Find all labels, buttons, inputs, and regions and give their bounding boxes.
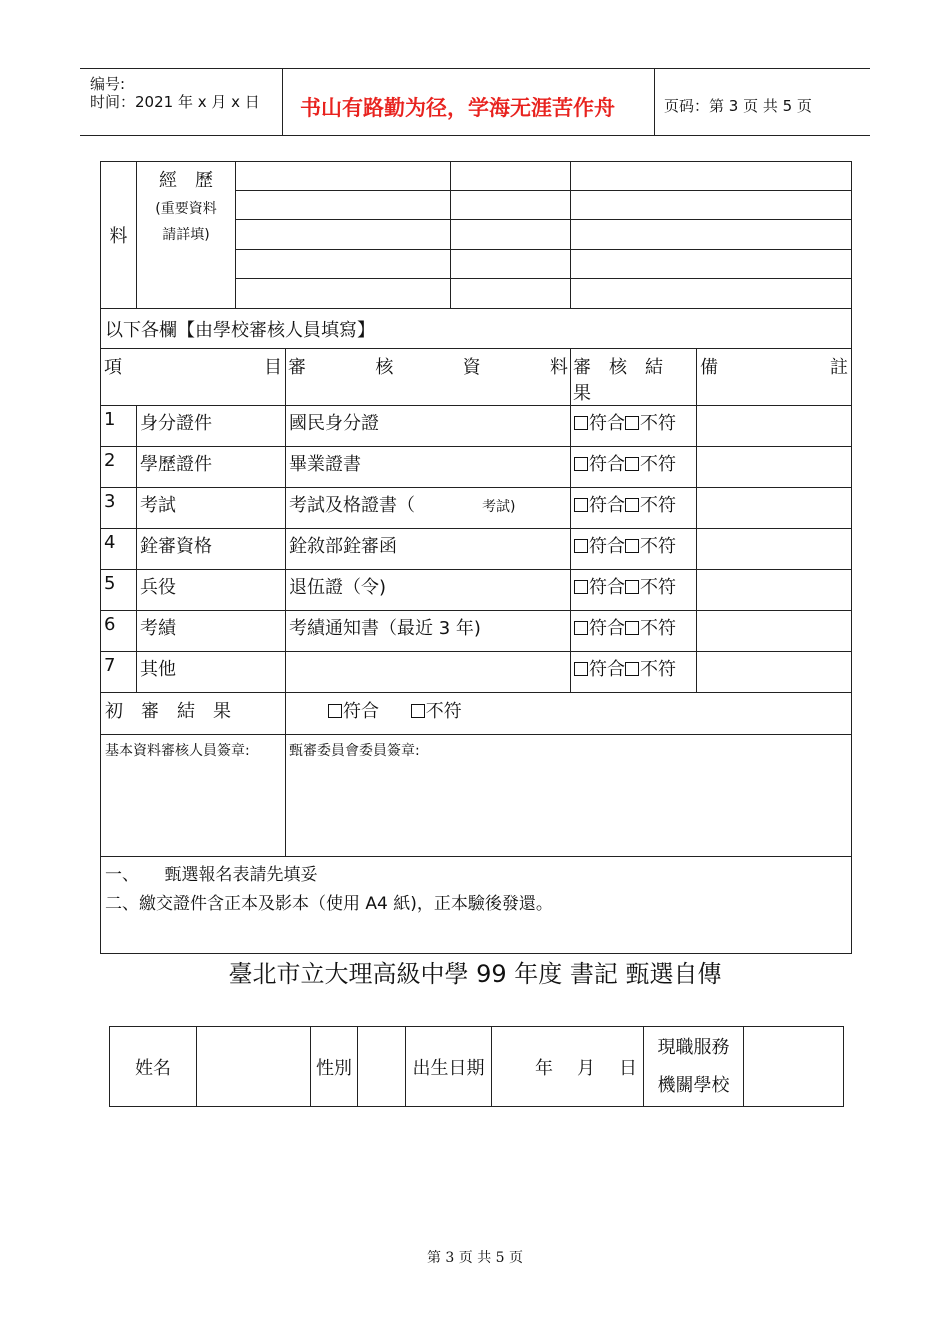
experience-entry-cell[interactable] (451, 191, 571, 220)
page-footer: 第 3 页 共 5 页 (426, 1250, 524, 1266)
col-note-right: 註 (830, 357, 848, 378)
row-result (571, 447, 697, 488)
experience-entry-cell[interactable] (451, 220, 571, 250)
row-note[interactable] (697, 447, 852, 488)
table-row (101, 652, 852, 693)
row-data: 退伍證（令) (289, 577, 387, 598)
pass-option[interactable] (574, 659, 625, 680)
checkbox-icon[interactable] (625, 580, 639, 594)
col-item-header (101, 349, 286, 406)
fail-option[interactable] (625, 495, 676, 516)
pass-label: 符合 (343, 701, 379, 722)
row-note[interactable] (697, 611, 852, 652)
col-data-header (286, 349, 571, 406)
row-item: 考績 (137, 611, 286, 652)
col-note-left: 備 (700, 357, 718, 378)
checkbox-icon[interactable] (328, 704, 342, 718)
row-note[interactable] (697, 488, 852, 529)
row-item: 考試 (137, 488, 286, 529)
col-data-char: 審 (288, 357, 306, 378)
header-divider (654, 68, 655, 136)
row-number: 7 (101, 652, 137, 693)
pass-label: 符合 (589, 577, 625, 598)
experience-entry-cell[interactable] (236, 191, 451, 220)
fail-option[interactable] (625, 659, 676, 680)
row-data: 國民身分證 (289, 413, 379, 434)
pass-label: 符合 (589, 495, 625, 516)
row-data: 銓敘部銓審函 (289, 536, 397, 557)
row-data: 畢業證書 (289, 454, 361, 475)
row-data-extra: 考試) (482, 499, 516, 515)
fail-label: 不符 (640, 618, 676, 639)
fail-option[interactable] (625, 577, 676, 598)
checkbox-icon[interactable] (625, 621, 639, 635)
col-result-header: 審 核 結 果 (571, 349, 697, 406)
autobiography-table (109, 1026, 844, 1107)
experience-entry-cell[interactable] (571, 250, 852, 279)
checkbox-icon[interactable] (625, 416, 639, 430)
serial-label: 编号: (90, 75, 126, 93)
pass-option[interactable] (574, 618, 625, 639)
name-value[interactable] (197, 1027, 311, 1107)
checkbox-icon[interactable] (625, 457, 639, 471)
table-row (101, 447, 852, 488)
row-data-cell (286, 529, 571, 570)
checkbox-icon[interactable] (411, 704, 425, 718)
experience-table (100, 161, 852, 309)
experience-label-cell (137, 162, 236, 309)
row-data-cell (286, 406, 571, 447)
fail-option[interactable] (625, 454, 676, 475)
fail-label: 不符 (640, 454, 676, 475)
row-item: 其他 (137, 652, 286, 693)
row-data-cell (286, 611, 571, 652)
fail-label: 不符 (640, 659, 676, 680)
experience-entry-cell[interactable] (571, 191, 852, 220)
row-result (571, 488, 697, 529)
pass-label: 符合 (589, 659, 625, 680)
row-data: 考試及格證書（ (289, 495, 415, 516)
row-number: 5 (101, 570, 137, 611)
row-number: 4 (101, 529, 137, 570)
row-item: 身分證件 (137, 406, 286, 447)
row-number: 1 (101, 406, 137, 447)
row-data: 考績通知書（最近 3 年) (289, 618, 481, 639)
row-result (571, 611, 697, 652)
row-note[interactable] (697, 406, 852, 447)
row-number: 6 (101, 611, 137, 652)
fail-option[interactable] (625, 618, 676, 639)
checkbox-icon[interactable] (574, 580, 588, 594)
pass-label: 符合 (589, 536, 625, 557)
row-note[interactable] (697, 529, 852, 570)
table-row (101, 406, 852, 447)
experience-entry-cell[interactable] (236, 250, 451, 279)
name-label: 姓名 (110, 1027, 197, 1107)
fail-option[interactable] (625, 413, 676, 434)
fail-label: 不符 (640, 495, 676, 516)
col-note-header (697, 349, 852, 406)
gender-label: 性別 (311, 1027, 358, 1107)
experience-note: (重要資料 (155, 201, 217, 217)
checkbox-icon[interactable] (574, 662, 588, 676)
row-number: 3 (101, 488, 137, 529)
experience-note: 請詳填) (162, 227, 210, 243)
note-line: 一、 甄選報名表請先填妥 (105, 865, 318, 885)
row-number: 2 (101, 447, 137, 488)
row-result (571, 406, 697, 447)
day-label: 日 (619, 1057, 637, 1079)
basic-reviewer-sign[interactable]: 基本資料審核人員簽章: (101, 735, 286, 857)
birth-value[interactable] (492, 1027, 644, 1107)
checkbox-icon[interactable] (625, 539, 639, 553)
table-row (101, 488, 852, 529)
year-label: 年 (535, 1057, 553, 1079)
month-label: 月 (577, 1057, 595, 1079)
row-item: 銓審資格 (137, 529, 286, 570)
fail-label: 不符 (640, 577, 676, 598)
table-row (101, 611, 852, 652)
checkbox-icon[interactable] (574, 416, 588, 430)
col-item-right: 目 (264, 357, 282, 378)
committee-sign[interactable]: 甄審委員會委員簽章: (286, 735, 852, 857)
pass-label: 符合 (589, 454, 625, 475)
header-top-rule (80, 68, 870, 69)
experience-entry-cell[interactable] (236, 220, 451, 250)
row-data-cell (286, 488, 571, 529)
row-data-cell (286, 570, 571, 611)
initial-result-label: 初 審 結 果 (101, 693, 286, 735)
experience-entry-cell[interactable] (571, 279, 852, 309)
checkbox-icon[interactable] (574, 621, 588, 635)
pass-label: 符合 (589, 413, 625, 434)
side-label: 料 (101, 162, 137, 309)
autobiography-title: 臺北市立大理高級中學 99 年度 書記 甄選自傳 (228, 960, 722, 988)
note-line: 二、繳交證件含正本及影本（使用 A4 紙)，正本驗後發還。 (105, 894, 553, 914)
fail-label: 不符 (640, 413, 676, 434)
checkbox-icon[interactable] (625, 498, 639, 512)
page-label: 页码：第 3 页 共 5 页 (664, 97, 812, 115)
review-table (100, 308, 852, 954)
pass-option[interactable] (574, 454, 625, 475)
org-value[interactable] (744, 1027, 844, 1107)
experience-entry-cell[interactable] (236, 162, 451, 191)
gender-value[interactable] (358, 1027, 406, 1107)
experience-entry-cell[interactable] (571, 162, 852, 191)
pass-option[interactable] (574, 413, 625, 434)
initial-pass-option[interactable] (328, 701, 379, 722)
row-result (571, 570, 697, 611)
checkbox-icon[interactable] (574, 457, 588, 471)
notes-cell (101, 857, 852, 954)
row-result (571, 652, 697, 693)
pass-option[interactable] (574, 536, 625, 557)
col-data-char: 資 (462, 357, 481, 378)
initial-result-options (286, 693, 852, 735)
pass-label: 符合 (589, 618, 625, 639)
fail-label: 不符 (425, 701, 462, 722)
org-label (644, 1027, 744, 1107)
header-divider (282, 68, 283, 136)
row-note[interactable] (697, 570, 852, 611)
fail-option[interactable] (625, 536, 676, 557)
row-data-cell (286, 447, 571, 488)
row-result (571, 529, 697, 570)
experience-entry-cell[interactable] (236, 279, 451, 309)
fail-label: 不符 (640, 536, 676, 557)
col-item-left: 項 (104, 357, 122, 378)
col-data-char: 料 (549, 357, 568, 378)
org-label-line: 機關學校 (657, 1074, 730, 1096)
experience-entry-cell[interactable] (451, 279, 571, 309)
experience-entry-cell[interactable] (451, 250, 571, 279)
birth-label: 出生日期 (406, 1027, 492, 1107)
initial-fail-option[interactable] (411, 701, 462, 722)
pass-option[interactable] (574, 495, 625, 516)
row-item: 學歷證件 (137, 447, 286, 488)
row-data-cell (286, 652, 571, 693)
row-item: 兵役 (137, 570, 286, 611)
col-data-char: 核 (375, 357, 394, 378)
experience-title: 經 歷 (159, 170, 213, 191)
experience-entry-cell[interactable] (571, 220, 852, 250)
checkbox-icon[interactable] (574, 539, 588, 553)
experience-entry-cell[interactable] (451, 162, 571, 191)
date-label: 时间：2021 年 x 月 x 日 (90, 93, 260, 111)
row-note[interactable] (697, 652, 852, 693)
motto: 书山有路勤为径，学海无涯苦作舟 (300, 96, 615, 120)
table-row (101, 570, 852, 611)
header-bottom-rule (80, 135, 870, 136)
table-row (101, 529, 852, 570)
org-label-line: 現職服務 (657, 1036, 730, 1058)
checkbox-icon[interactable] (574, 498, 588, 512)
pass-option[interactable] (574, 577, 625, 598)
review-heading: 以下各欄【由學校審核人員填寫】 (101, 309, 852, 349)
checkbox-icon[interactable] (625, 662, 639, 676)
